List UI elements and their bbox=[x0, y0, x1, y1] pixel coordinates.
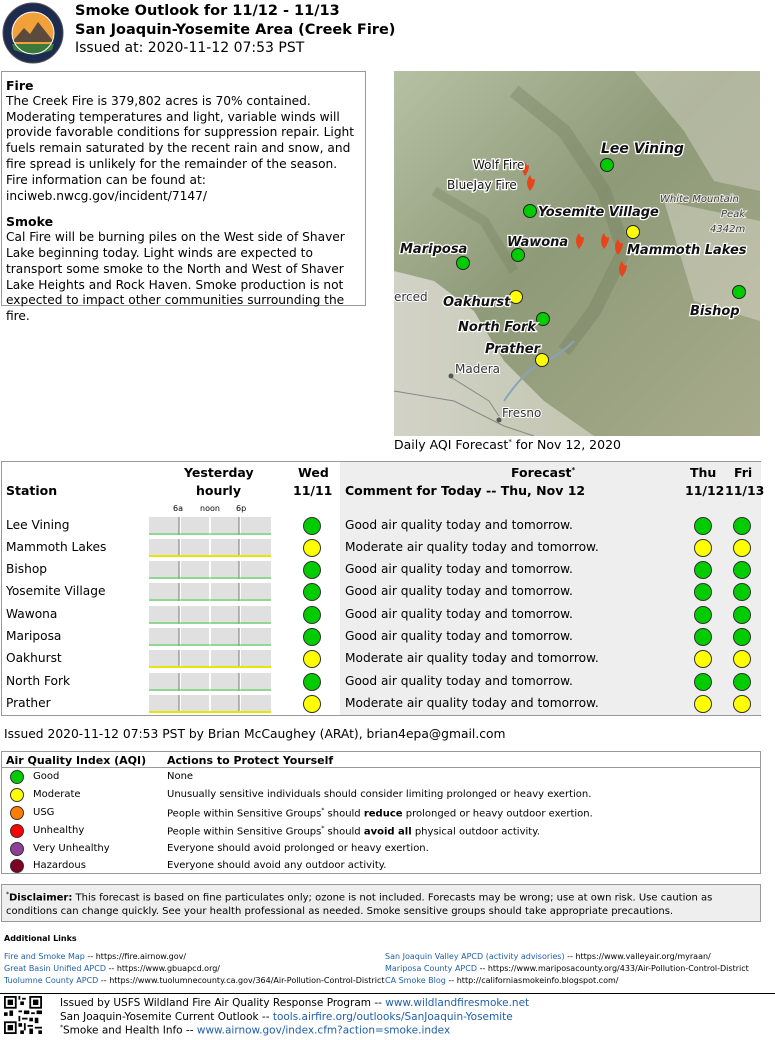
aqi-category-label: Unhealthy bbox=[33, 825, 85, 836]
aqi-action-text: None bbox=[167, 771, 194, 782]
forecast-comment: Moderate air quality today and tomorrow. bbox=[345, 696, 599, 710]
wed-aqi-dot bbox=[303, 650, 321, 668]
link-name[interactable]: Great Basin Unified APCD bbox=[4, 964, 106, 973]
hourly-sparkline bbox=[149, 583, 271, 601]
fire-text: The Creek Fire is 379,802 acres is 70% contained. Moderating temperatures and light, variable winds will provide favorable conditions for suppression repair. Light fuels remain saturated by the recent rain and snow, and fire spread is unlikely for the remainder of the season. Fire information can be found at: inciweb.nwcg.gov/incident/7147/ bbox=[6, 93, 355, 203]
forecast-comment: Good air quality today and tomorrow. bbox=[345, 674, 573, 688]
footer-link-airnow[interactable]: www.airnow.gov/index.cfm?action=smoke.index bbox=[196, 1024, 451, 1037]
map-dot-bishop bbox=[733, 286, 746, 299]
hourly-sparkline bbox=[149, 517, 271, 535]
map-label-yosemite-village: Yosemite Village bbox=[538, 205, 659, 220]
action-post: physical outdoor activity. bbox=[411, 826, 540, 838]
aqi-category-label: Moderate bbox=[33, 789, 81, 800]
link-name[interactable]: San Joaquin Valley APCD (activity advisories) bbox=[385, 952, 565, 961]
fri-date: 11/13 bbox=[725, 483, 765, 498]
map-dot-mammoth-lakes bbox=[627, 226, 640, 239]
sparkline-chart bbox=[149, 561, 271, 579]
page-subtitle: San Joaquin-Yosemite Area (Creek Fire) bbox=[75, 22, 396, 38]
aqi-legend bbox=[1, 751, 761, 874]
wed-date: 11/11 bbox=[293, 483, 333, 498]
comment-header: Comment for Today -- Thu, Nov 12 bbox=[345, 483, 586, 498]
sparkline-chart bbox=[149, 606, 271, 624]
map-caption: Daily AQI Forecast* for Nov 12, 2020 bbox=[394, 437, 621, 452]
aqi-row bbox=[2, 823, 760, 841]
sparkline-chart bbox=[149, 517, 271, 535]
aqi-dot bbox=[10, 842, 24, 856]
fri-aqi-dot bbox=[733, 517, 751, 535]
sparkline-chart bbox=[149, 673, 271, 691]
forecast-map[interactable] bbox=[394, 71, 760, 436]
forecast-comment: Good air quality today and tomorrow. bbox=[345, 629, 573, 643]
map-dot-lee-vining bbox=[601, 159, 614, 172]
thu-aqi-dot bbox=[694, 583, 712, 601]
action-sup: * bbox=[321, 825, 325, 832]
action-should: should bbox=[324, 808, 364, 820]
thu-aqi-dot bbox=[694, 561, 712, 579]
map-label-peak-elevation: 4342m bbox=[710, 224, 746, 235]
station-name: Wawona bbox=[6, 607, 58, 621]
smoke-text: Cal Fire will be burning piles on the West side of Shaver Lake beginning today. Light winds are expected to transport some smoke to the North and West of Shaver Lake Heights and Rock Haven. Smoke production is not expected to impact other communities surrounding the fire. bbox=[6, 230, 345, 324]
map-dot-north-fork bbox=[537, 313, 550, 326]
qr-code-icon[interactable] bbox=[4, 996, 42, 1034]
thu-aqi-dot bbox=[694, 673, 712, 691]
aqi-action-text: Everyone should avoid any outdoor activity. bbox=[167, 860, 387, 871]
issued-timestamp: Issued at: 2020-11-12 07:53 PST bbox=[75, 40, 305, 56]
aqi-row bbox=[2, 858, 760, 876]
map-label-merced: erced bbox=[394, 290, 428, 304]
wed-aqi-dot bbox=[303, 628, 321, 646]
aqi-dot bbox=[10, 859, 24, 873]
sparkline-chart bbox=[149, 695, 271, 713]
aqi-category-label: USG bbox=[33, 807, 55, 818]
aqi-divider bbox=[2, 767, 760, 768]
forecast-comment: Moderate air quality today and tomorrow. bbox=[345, 540, 599, 554]
forecast-table bbox=[1, 461, 765, 716]
aqi-row bbox=[2, 805, 760, 823]
link-url: -- http://californiasmokeinfo.blogspot.com/ bbox=[445, 976, 619, 985]
hourly-sparkline bbox=[149, 628, 271, 646]
wed-aqi-dot bbox=[303, 561, 321, 579]
smoke-heading: Smoke bbox=[6, 214, 54, 230]
sparkline-chart bbox=[149, 583, 271, 601]
hourly-sparkline bbox=[149, 606, 271, 624]
aqi-category-label: Hazardous bbox=[33, 860, 86, 871]
yesterday-header: Yesterday bbox=[184, 465, 254, 480]
forecast-comment: Moderate air quality today and tomorrow. bbox=[345, 651, 599, 665]
city-dot-madera bbox=[449, 374, 454, 379]
aqi-col-header: Air Quality Index (AQI) bbox=[6, 754, 147, 767]
map-label-wawona: Wawona bbox=[507, 235, 569, 250]
link-url: -- https://www.valleyair.org/myraan/ bbox=[564, 952, 711, 961]
disclaimer-label: Disclaimer: bbox=[9, 892, 73, 904]
disclaimer-text: This forecast is based on fine particulates only; ozone is not included. Forecasts may be wrong; use at own risk. Use caution as conditions can change quickly. See your health professional as needed. Smoke sensitive groups should take appropriate precautions. bbox=[6, 892, 713, 918]
aqi-action-text bbox=[167, 825, 540, 837]
action-should: should bbox=[324, 826, 364, 838]
map-label-wolf-fire: Wolf Fire bbox=[473, 158, 525, 172]
station-name: Bishop bbox=[6, 562, 48, 576]
map-label-mariposa: Mariposa bbox=[400, 242, 468, 257]
hourly-header: hourly bbox=[196, 483, 241, 498]
forecast-comment: Good air quality today and tomorrow. bbox=[345, 607, 573, 621]
hourly-sparkline bbox=[149, 673, 271, 691]
map-label-north-fork: North Fork bbox=[458, 320, 537, 335]
station-name: Lee Vining bbox=[6, 518, 70, 532]
hourly-sparkline bbox=[149, 561, 271, 579]
thu-aqi-dot bbox=[694, 650, 712, 668]
link-url: -- https://www.mariposacounty.org/433/Air-Pollution-Control-District bbox=[476, 964, 749, 973]
link-name[interactable]: CA Smoke Blog bbox=[385, 976, 446, 985]
map-dot-wawona bbox=[512, 249, 525, 262]
terrain-map bbox=[394, 71, 760, 436]
page-title: Smoke Outlook for 11/12 - 11/13 bbox=[75, 3, 340, 19]
station-name: North Fork bbox=[6, 674, 71, 688]
sparkline-chart bbox=[149, 650, 271, 668]
forecast-comment: Good air quality today and tomorrow. bbox=[345, 562, 573, 576]
station-name: Yosemite Village bbox=[6, 584, 106, 598]
link-url: -- https://www.tuolumnecounty.ca.gov/364/Air-Pollution-Control-District bbox=[98, 976, 385, 985]
footer-divider bbox=[0, 993, 775, 994]
additional-link-right bbox=[385, 952, 711, 961]
hourly-sparkline bbox=[149, 695, 271, 713]
wed-aqi-dot bbox=[303, 606, 321, 624]
wed-header: Wed bbox=[298, 465, 329, 480]
action-post: prolonged or heavy outdoor exertion. bbox=[402, 808, 593, 820]
aqi-dot bbox=[10, 788, 24, 802]
aqi-category-label: Very Unhealthy bbox=[33, 843, 110, 854]
tick-6a: 6a bbox=[173, 504, 183, 513]
footer-line-program: Issued by USFS Wildland Fire Air Quality Response Program -- www.wildlandfiresmoke.net bbox=[60, 997, 530, 1009]
forecast-header: Forecast* bbox=[511, 465, 576, 480]
thu-aqi-dot bbox=[694, 539, 712, 557]
thu-date: 11/12 bbox=[685, 483, 725, 498]
wed-aqi-dot bbox=[303, 517, 321, 535]
aqi-action-text: Everyone should avoid prolonged or heavy exertion. bbox=[167, 843, 429, 854]
interagency-wildland-fire-logo bbox=[2, 2, 64, 64]
thu-aqi-dot bbox=[694, 628, 712, 646]
map-label-oakhurst: Oakhurst bbox=[443, 295, 511, 310]
station-header: Station bbox=[6, 483, 58, 498]
map-label-bluejay-fire: BlueJay Fire bbox=[447, 178, 517, 192]
aqi-category-label: Good bbox=[33, 771, 60, 782]
map-label-peak: Peak bbox=[721, 209, 746, 220]
fire-heading: Fire bbox=[6, 78, 34, 93]
fri-aqi-dot bbox=[733, 628, 751, 646]
forecast-comment: Good air quality today and tomorrow. bbox=[345, 518, 573, 532]
aqi-row bbox=[2, 787, 760, 805]
city-dot-fresno bbox=[497, 418, 502, 423]
tick-6p: 6p bbox=[236, 504, 247, 513]
station-name: Prather bbox=[6, 696, 51, 710]
hourly-sparkline bbox=[149, 650, 271, 668]
station-name: Mammoth Lakes bbox=[6, 540, 107, 554]
action-pre: People within Sensitive Groups bbox=[167, 826, 322, 838]
aqi-dot bbox=[10, 770, 24, 784]
map-label-fresno: Fresno bbox=[502, 406, 542, 420]
footer-line-health: *Smoke and Health Info -- www.airnow.gov/index.cfm?action=smoke.index bbox=[60, 1024, 451, 1037]
aqi-action-text bbox=[167, 807, 593, 819]
footer-link-wildlandfiresmoke[interactable]: www.wildlandfiresmoke.net bbox=[385, 997, 530, 1009]
aqi-dot bbox=[10, 806, 24, 820]
action-bold: avoid all bbox=[363, 826, 412, 838]
narrative-box bbox=[1, 71, 366, 324]
thu-aqi-dot bbox=[694, 606, 712, 624]
disclaimer-box: *Disclaimer: This forecast is based on fine particulates only; ozone is not included. Forecasts may be wrong; use at own risk. Use caution as conditions can change quickly. See your health professional as needed. Smoke sensitive groups should take appropriate precautions. bbox=[1, 884, 761, 922]
link-name[interactable]: Tuolumne County APCD bbox=[4, 976, 99, 985]
fri-aqi-dot bbox=[733, 695, 751, 713]
map-label-lee-vining: Lee Vining bbox=[601, 141, 684, 157]
thu-aqi-dot bbox=[694, 517, 712, 535]
action-bold: reduce bbox=[363, 808, 403, 820]
forecast-comment: Good air quality today and tomorrow. bbox=[345, 584, 573, 598]
map-label-white-mountain: White Mountain bbox=[660, 194, 739, 205]
aqi-row bbox=[2, 769, 760, 787]
additional-links-title: Additional Links bbox=[4, 934, 77, 943]
additional-link-left bbox=[4, 952, 186, 961]
map-label-mammoth-lakes: Mammoth Lakes bbox=[627, 243, 747, 258]
additional-link-right bbox=[385, 964, 749, 973]
aqi-dot bbox=[10, 824, 24, 838]
fri-aqi-dot bbox=[733, 673, 751, 691]
tick-noon: noon bbox=[200, 504, 220, 513]
wed-aqi-dot bbox=[303, 695, 321, 713]
additional-link-left bbox=[4, 964, 220, 973]
map-label-prather: Prather bbox=[485, 342, 541, 357]
additional-link-right bbox=[385, 976, 618, 985]
wed-aqi-dot bbox=[303, 583, 321, 601]
hourly-sparkline bbox=[149, 539, 271, 557]
map-dot-oakhurst bbox=[510, 291, 523, 304]
action-sup: * bbox=[321, 807, 325, 814]
link-url: -- https://fire.airnow.gov/ bbox=[84, 952, 187, 961]
link-name[interactable]: Mariposa County APCD bbox=[385, 964, 477, 973]
link-name[interactable]: Fire and Smoke Map bbox=[4, 952, 85, 961]
station-name: Mariposa bbox=[6, 629, 62, 643]
wed-aqi-dot bbox=[303, 539, 321, 557]
sparkline-chart bbox=[149, 628, 271, 646]
footer-link-outlook[interactable]: tools.airfire.org/outlooks/SanJoaquin-Yosemite bbox=[272, 1011, 513, 1023]
map-dot-mariposa bbox=[457, 257, 470, 270]
issued-by-line: Issued 2020-11-12 07:53 PST by Brian McCaughey (ARAt), brian4epa@gmail.com bbox=[4, 727, 506, 741]
thu-aqi-dot bbox=[694, 695, 712, 713]
fri-aqi-dot bbox=[733, 539, 751, 557]
fri-aqi-dot bbox=[733, 583, 751, 601]
action-pre: People within Sensitive Groups bbox=[167, 808, 322, 820]
station-name: Oakhurst bbox=[6, 651, 62, 665]
additional-link-left bbox=[4, 976, 384, 985]
wed-aqi-dot bbox=[303, 673, 321, 691]
header bbox=[0, 0, 775, 66]
footer-line-outlook: San Joaquin-Yosemite Current Outlook -- tools.airfire.org/outlooks/SanJoaquin-Yosemite bbox=[60, 1011, 513, 1023]
thu-header: Thu bbox=[690, 465, 717, 480]
fri-header: Fri bbox=[734, 465, 753, 480]
map-label-madera: Madera bbox=[455, 362, 500, 376]
map-dot-yosemite-village bbox=[524, 205, 537, 218]
fri-aqi-dot bbox=[733, 606, 751, 624]
aqi-row bbox=[2, 841, 760, 859]
aqi-action-text: Unusually sensitive individuals should consider limiting prolonged or heavy exertion. bbox=[167, 789, 592, 800]
fri-aqi-dot bbox=[733, 561, 751, 579]
map-label-bishop: Bishop bbox=[690, 304, 740, 319]
actions-col-header: Actions to Protect Yourself bbox=[167, 754, 334, 767]
fri-aqi-dot bbox=[733, 650, 751, 668]
sparkline-chart bbox=[149, 539, 271, 557]
link-url: -- https://www.gbuapcd.org/ bbox=[105, 964, 220, 973]
